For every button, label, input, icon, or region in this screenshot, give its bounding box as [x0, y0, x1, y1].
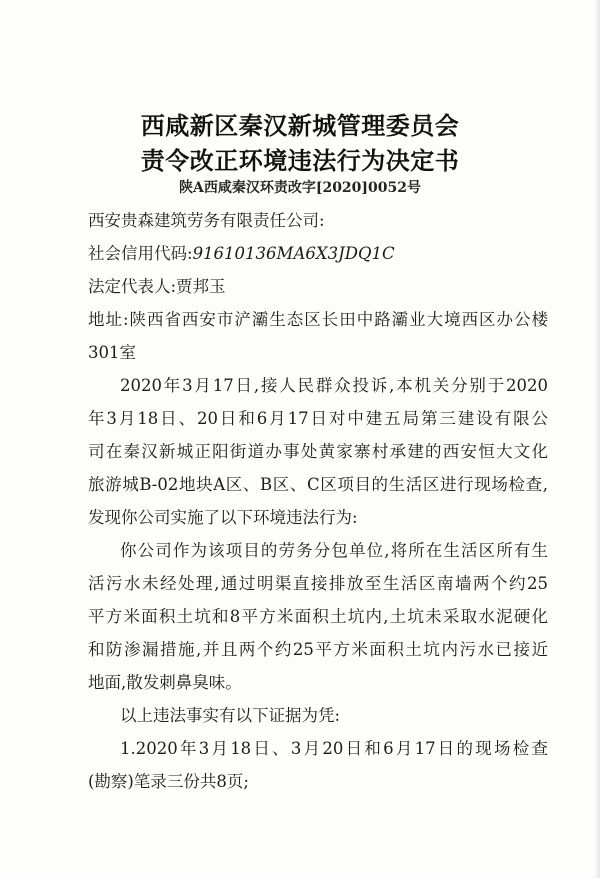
document-title-line1: 西咸新区秦汉新城管理委员会 — [140, 112, 460, 140]
paragraph-1-line-5: 发现你公司实施了以下环境违法行为: — [88, 508, 358, 527]
evidence-1-line-2: (勘察)笔录三份共8页; — [88, 772, 249, 791]
credit-code-label: 社会信用代码: — [88, 244, 193, 263]
credit-code-line — [88, 240, 548, 264]
address-line-1: 地址:陕西省西安市浐灞生态区长田中路灞业大境西区办公楼 — [88, 310, 548, 329]
paragraph-3: 以上违法事实有以下证据为凭: — [120, 706, 341, 725]
paragraph-2-line-1: 你公司作为该项目的劳务分包单位,将所在生活区所有生 — [120, 541, 548, 560]
paragraph-1-line-4: 旅游城B-02地块A区、B区、C区项目的生活区进行现场检查, — [88, 475, 548, 494]
paragraph-1-line-2: 年3月18日、20日和6月17日对中建五局第三建设有限公 — [88, 409, 548, 428]
document-number: 陕A西咸秦汉环责改字[2020]0052号 — [178, 180, 422, 196]
paragraph-2-line-2: 活污水未经处理,通过明渠直接排放至生活区南墙两个约25 — [88, 574, 548, 593]
document-title-line2: 责令改正环境违法行为决定书 — [140, 147, 460, 175]
legal-representative: 法定代表人:贾邦玉 — [88, 277, 226, 296]
paragraph-1-line-3: 司在秦汉新城正阳街道办事处黄家寨村承建的西安恒大文化 — [88, 442, 548, 461]
paragraph-2-line-4: 和防渗漏措施,并且两个约25平方米面积土坑内污水已接近 — [88, 640, 548, 659]
page-edge-shadow — [594, 0, 600, 878]
paragraph-1-line-1: 2020年3月17日,接人民群众投诉,本机关分别于2020 — [120, 376, 548, 395]
paragraph-2-line-5: 地面,散发刺鼻臭味。 — [88, 673, 242, 692]
credit-code-value: 91610136MA6X3JDQ1C — [192, 244, 395, 263]
addressee-company: 西安贵森建筑劳务有限责任公司: — [88, 211, 325, 230]
evidence-1-line-1: 1.2020年3月18日、3月20日和6月17日的现场检查 — [120, 739, 548, 758]
address-line-2: 301室 — [88, 343, 136, 362]
paragraph-2-line-3: 平方米面积土坑和8平方米面积土坑内,土坑未采取水泥硬化 — [88, 607, 548, 626]
